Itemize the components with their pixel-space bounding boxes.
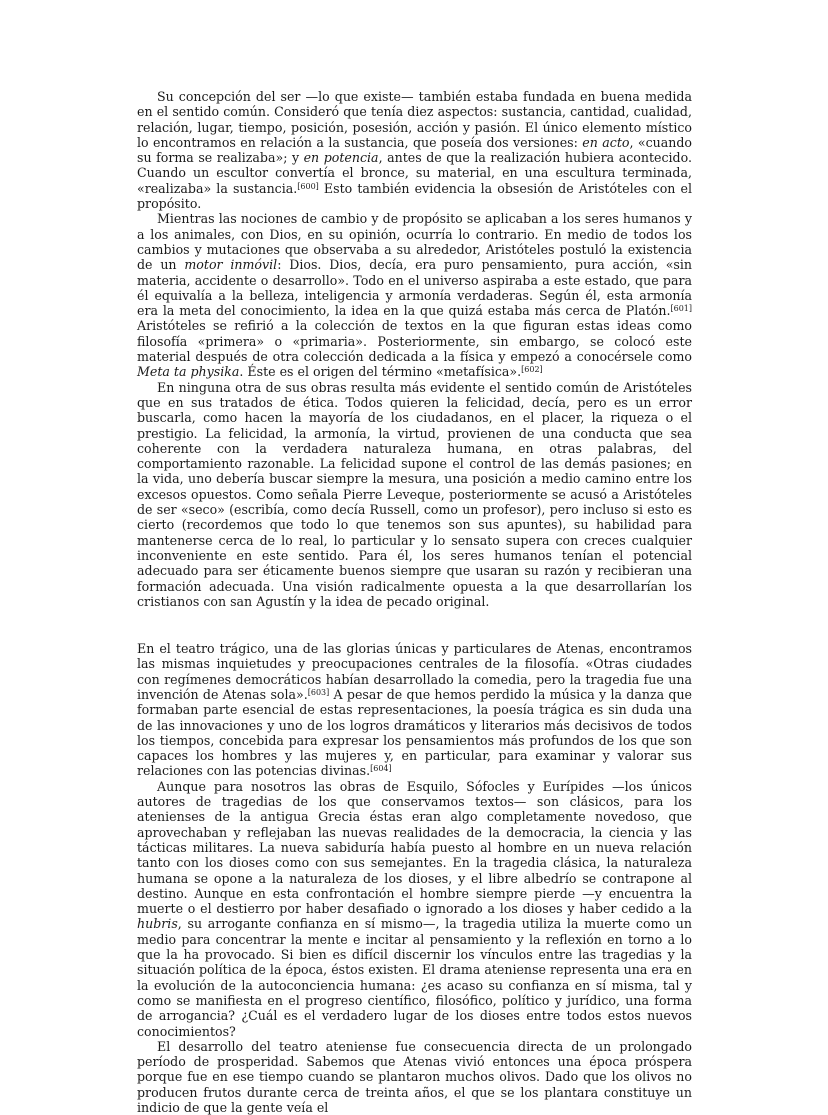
footnote-ref-604[interactable]: [604] <box>370 764 392 774</box>
paragraph-ser: Su concepción del ser —lo que existe— también estaba fundada en buena medida en el sentido común. Consideró que tenía diez aspectos: sustancia, cantidad, cualidad, relación, lugar, tiempo, posición, posesión, acción y pasión. El único elemento místico lo encontramos en relación a la sustancia, que poseía dos versiones: en acto, «cuando su forma se realizaba»; y en potencia, antes de que la realización hubiera acontecido. Cuando un escultor convertía el bronce, su material, en una escultura terminada, «realizaba» la sustancia.[600] Esto también evidencia la obsesión de Aristóteles con el propósito. <box>137 89 693 212</box>
footnote-ref-602[interactable]: [602] <box>521 365 543 375</box>
section-break <box>137 609 692 641</box>
paragraph-teatro-tragico: En el teatro trágico, una de las glorias únicas y particulares de Atenas, encontramos las mismas inquietudes y preocupaciones centrales de la filosofía. «Otras ciudades con regímenes democráticos habían desarrollado la comedia, pero la tragedia fue una invención de Atenas sola».[603] A pesar de que hemos perdido la música y la danza que formaban parte esencial de estas representaciones, la poesía trágica es sin duda una de las innovaciones y uno de los logros dramáticos y literarios más decisivos de todos los tiempos, concebida para expresar los pensamientos más profundos de los que son capaces los hombres y las mujeres y, en particular, para examinar y valorar sus relaciones con las potencias divinas.[604] <box>137 641 693 779</box>
italic-term: motor inmóvil <box>184 257 278 273</box>
footnote-ref-601[interactable]: [601] <box>670 304 692 314</box>
italic-term: hubris <box>137 916 178 932</box>
paragraph-motor-inmovil: Mientras las nociones de cambio y de propósito se aplicaban a los seres humanos y a los animales, con Dios, en su opinión, ocurría lo contrario. En medio de todos los cambios y mutaciones que observaba a su alrededor, Aristóteles postuló la existencia de un motor inmóvil: Dios. Dios, decía, era puro pensamiento, pura acción, «sin materia, accidente o desarrollo». Todo en el universo aspiraba a este estado, que para él equivalía a la belleza, inteligencia y armonía verdaderas. Según él, esta armonía era la meta del conocimiento, la idea en la que quizá estaba más cerca de Platón.[601] Aristóteles se refirió a la colección de textos en la que figuran estas ideas como filosofía «primera» o «primaria». Posteriormente, sin embargo, se colocó este material después de otra colección dedicada a la física y empezó a conocérsele como Meta ta physika. Éste es el origen del término «metafísica».[602] <box>137 211 692 380</box>
footnote-ref-603[interactable]: [603] <box>307 687 330 697</box>
italic-term: Meta ta physika <box>137 364 240 380</box>
italic-term: en acto <box>582 134 630 150</box>
paragraph-etica: En ninguna otra de sus obras resulta más evidente el sentido común de Aristóteles que en sus tratados de ética. Todos quieren la felicidad, decía, pero es un error buscarla, como hacen la mayoría de los ciudadanos, en el placer, la riqueza o el prestigio. La felicidad, la armonía, la virtud, provienen de una conducta que sea coherente con la verdadera naturaleza humana, en otras palabras, del comportamiento razonable. La felicidad supone el control de las demás pasiones; en la vida, uno debería buscar siempre la mesura, una posición a medio camino entre los excesos opuestos. Como señala Pierre Leveque, posteriormente se acusó a Aristóteles de ser «seco» (escribía, como decía Russell, como un profesor), pero incluso si esto es cierto (recordemos que todo lo que tenemos son sus apuntes), su habilidad para mantenerse cerca de lo real, lo particular y lo sensato supera con creces cualquier inconveniente en este sentido. Para él, los seres humanos tenían el potencial adecuado para ser éticamente buenos siempre que usaran su razón y recibieran una formación adecuada. Una visión radicalmente opuesta a la que desarrollarían los cristianos con san Agustín y la idea de pecado original. <box>137 379 692 609</box>
paragraph-prosperidad: El desarrollo del teatro ateniense fue consecuencia directa de un prolongado período de prosperidad. Sabemos que Atenas vivió entonces una época próspera porque fue en ese tiempo cuando se plantaron muchos olivos. Dado que los olivos no producen frutos durante cerca de treinta años, el que se los plantara constituye un indicio de que la gente veía el <box>137 1038 692 1115</box>
page-body <box>137 89 692 1115</box>
footnote-ref-600[interactable]: [600] <box>297 181 319 191</box>
paragraph-tragedias: Aunque para nosotros las obras de Esquilo, Sófocles y Eurípides —los únicos autores de tragedias de los que conservamos textos— son clásicos, para los atenienses de la antigua Grecia éstas eran algo completamente novedoso, que aprovechaban y reflejaban las nuevas realidades de la democracia, la ciencia y las tácticas militares. La nueva sabiduría había puesto al hombre en un nueva relación tanto con los dioses como con sus semejantes. En la tragedia clásica, la naturaleza humana se opone a la naturaleza de los dioses, y el libre albedrío se contrapone al destino. Aunque en esta confrontación el hombre siempre pierde —y encuentra la muerte o el destierro por haber desafiado o ignorado a los dioses y haber cedido a la hubris, su arrogante confianza en sí mismo—, la tragedia utiliza la muerte como un medio para concentrar la mente e incitar al pensamiento y la reflexión en torno a lo que la ha provocado. Si bien es difícil discernir los vínculos entre las tragedias y la situación política de la época, éstos existen. El drama ateniense representa una era en la evolución de la autoconciencia humana: ¿es acaso su confianza en sí misma, tal y como se manifiesta en el progreso científico, filosófico, político y jurídico, una forma de arrogancia? ¿Cuál es el verdadero lugar de los dioses entre todos estos nuevos conocimientos? <box>137 778 692 1039</box>
italic-term: en potencia <box>303 150 379 166</box>
